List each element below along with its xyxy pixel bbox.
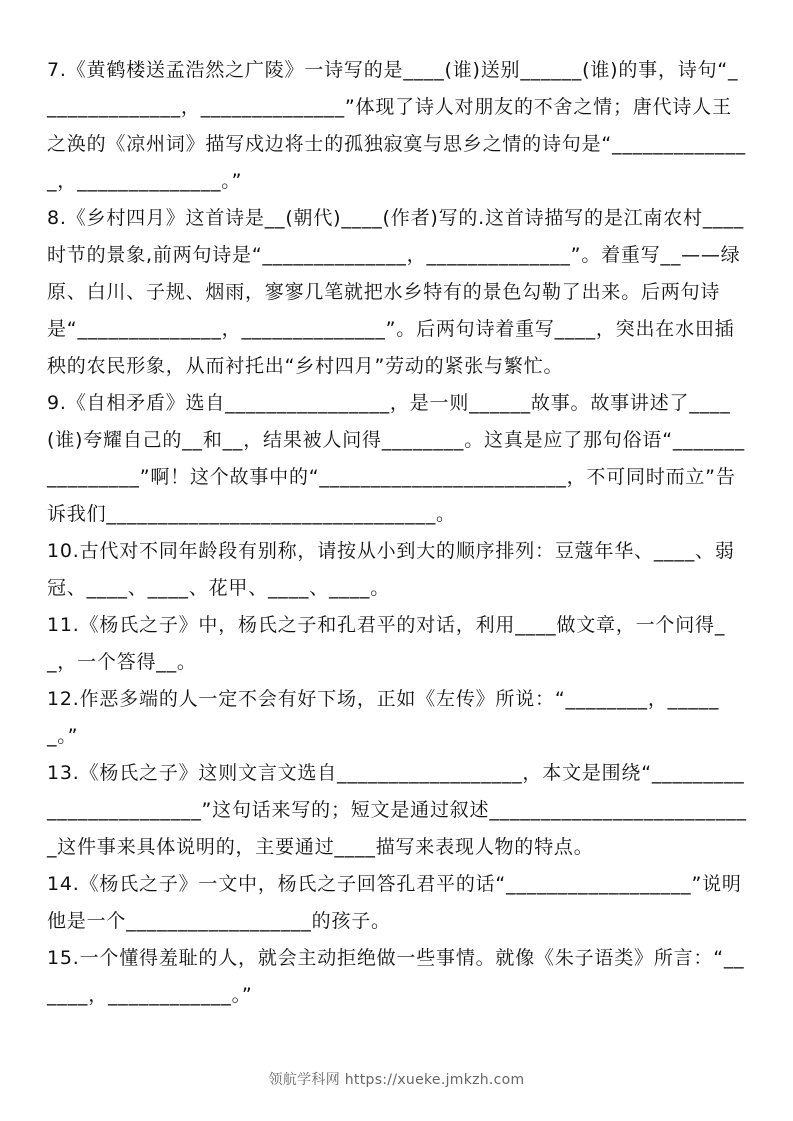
page-footer-watermark: 领航学科网 https://xueke.jmkzh.com	[268, 1072, 525, 1088]
question-9: 9.《自相矛盾》选自________________，是一则______故事。故事讲述了____(谁)夸耀自己的__和__，结果被人问得________。这真是应了那句俗语“________________”啊！这个故事中的“________________________，不可同时而立”告诉我们________________________________。	[47, 392, 745, 525]
question-7: 7.《黄鹤楼送孟浩然之广陵》一诗写的是____(谁)送别______(谁)的事，诗句“______________，______________”体现了诗人对朋友的不舍之情；唐代诗人王之涣的《凉州词》描写戍边将士的孤独寂寞与思乡之情的诗句是“______________，______________。”	[47, 59, 746, 192]
question-15: 15.一个懂得羞耻的人，就会主动拒绝做一些事情。就像《朱子语类》所言：“______，____________。”	[47, 947, 745, 1006]
question-13: 13.《杨氏之子》这则文言文选自__________________，本文是围绕“________________________”这句话来写的；短文是通过叙述__________________________这件事来具体说明的，主要通过____描写来表现人物的特点。	[47, 762, 747, 858]
question-list	[47, 52, 747, 1014]
question-8: 8.《乡村四月》这首诗是__(朝代)____(作者)写的.这首诗描写的是江南农村____时节的景象,前两句诗是“______________，______________”。着重写__——绿原、白川、子规、烟雨，寥寥几笔就把水乡特有的景色勾勒了出来。后两句诗是“______________，______________”。后两句诗着重写____，突出在水田插秧的农民形象，从而衬托出“乡村四月”劳动的紧张与繁忙。	[47, 207, 745, 377]
question-12: 12.作恶多端的人一定不会有好下场，正如《左传》所说：“________，______。”	[47, 688, 720, 747]
question-11: 11.《杨氏之子》中，杨氏之子和孔君平的对话，利用____做文章，一个问得__，一个答得__。	[47, 614, 726, 673]
question-10: 10.古代对不同年龄段有别称，请按从小到大的顺序排列：豆蔻年华、____、弱冠、____、____、花甲、____、____。	[47, 540, 735, 599]
question-14: 14.《杨氏之子》一文中，杨氏之子回答孔君平的话“__________________”说明他是一个__________________的孩子。	[47, 873, 742, 932]
